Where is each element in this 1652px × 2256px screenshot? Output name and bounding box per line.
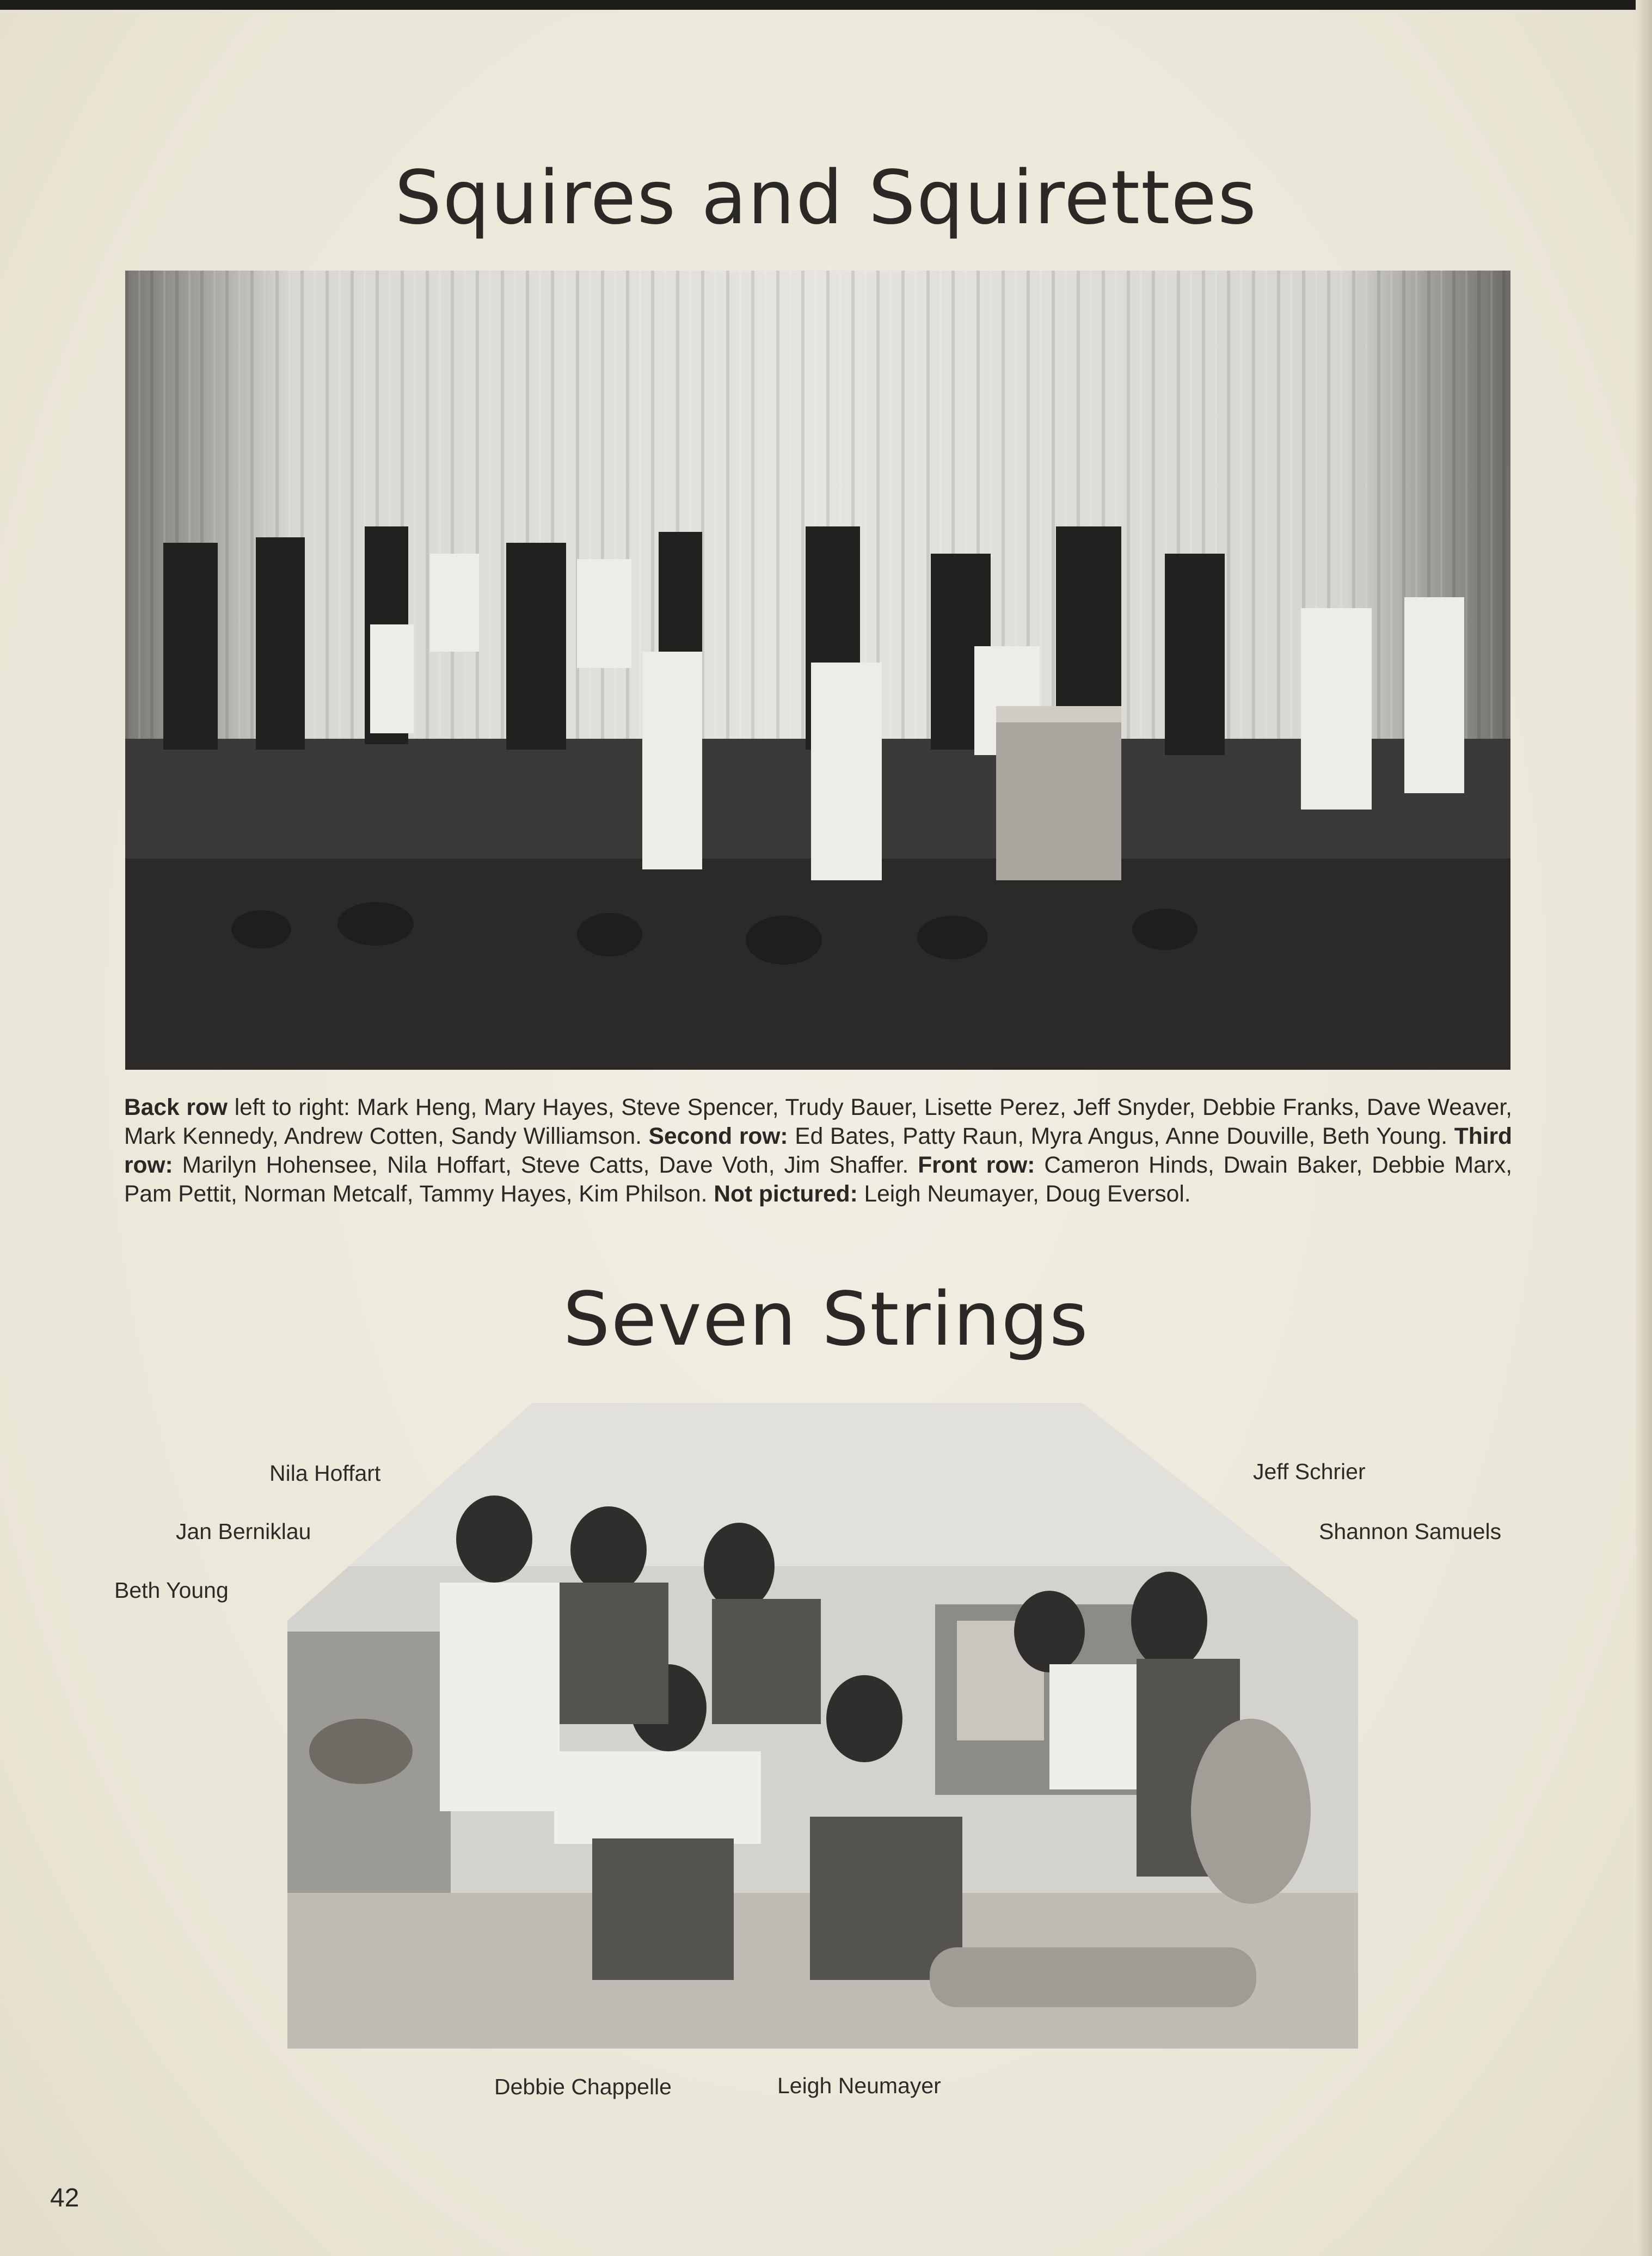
caption-label: Not pictured: [714, 1181, 858, 1207]
caption-label: Front row: [918, 1152, 1035, 1178]
caption-text: Leigh Neumayer, Doug Eversol. [857, 1181, 1191, 1207]
section-title-strings: Seven Strings [563, 1277, 1089, 1363]
caption-text: Cameron Hinds, Dwain Baker, Debbie Marx, Pam Pettit, Norman Metcalf, Tammy Hayes, Kim Philson. [124, 1152, 1513, 1207]
caption-text: left to right: Mark Heng, Mary Hayes, Steve Spencer, Trudy Bauer, Lisette Perez, Jeff Snyder, Debbie Franks, Dave Weaver, Mark Kennedy, Andrew Cotten, Sandy Williamson. [124, 1095, 1512, 1149]
caption-label: Third row: [124, 1124, 1512, 1178]
band-member-label: Leigh Neumayer [777, 2073, 941, 2098]
band-member-label: Debbie Chappelle [494, 2074, 672, 2099]
page-top-edge [0, 0, 1652, 10]
caption-text: Marilyn Hohensee, Nila Hoffart, Steve Catts, Dave Voth, Jim Shaffer. [173, 1152, 918, 1178]
band-member-label: Shannon Samuels [1319, 1519, 1502, 1544]
page-binding-edge [1636, 0, 1652, 2256]
choir-caption [124, 1093, 1512, 1209]
caption-label: Second row: [648, 1124, 788, 1149]
band-member-label: Nila Hoffart [269, 1461, 381, 1486]
section-title-squires: Squires and Squirettes [395, 155, 1257, 241]
page-number: 42 [50, 2184, 79, 2212]
band-photo [287, 1403, 1358, 2049]
band-member-label: Beth Young [114, 1578, 229, 1603]
caption-label: Back row [124, 1095, 228, 1120]
band-member-label: Jeff Schrier [1253, 1459, 1366, 1484]
caption-text: Ed Bates, Patty Raun, Myra Angus, Anne Douville, Beth Young. [788, 1124, 1454, 1149]
band-member-label: Jan Berniklau [176, 1519, 311, 1544]
choir-photo [125, 271, 1510, 1070]
